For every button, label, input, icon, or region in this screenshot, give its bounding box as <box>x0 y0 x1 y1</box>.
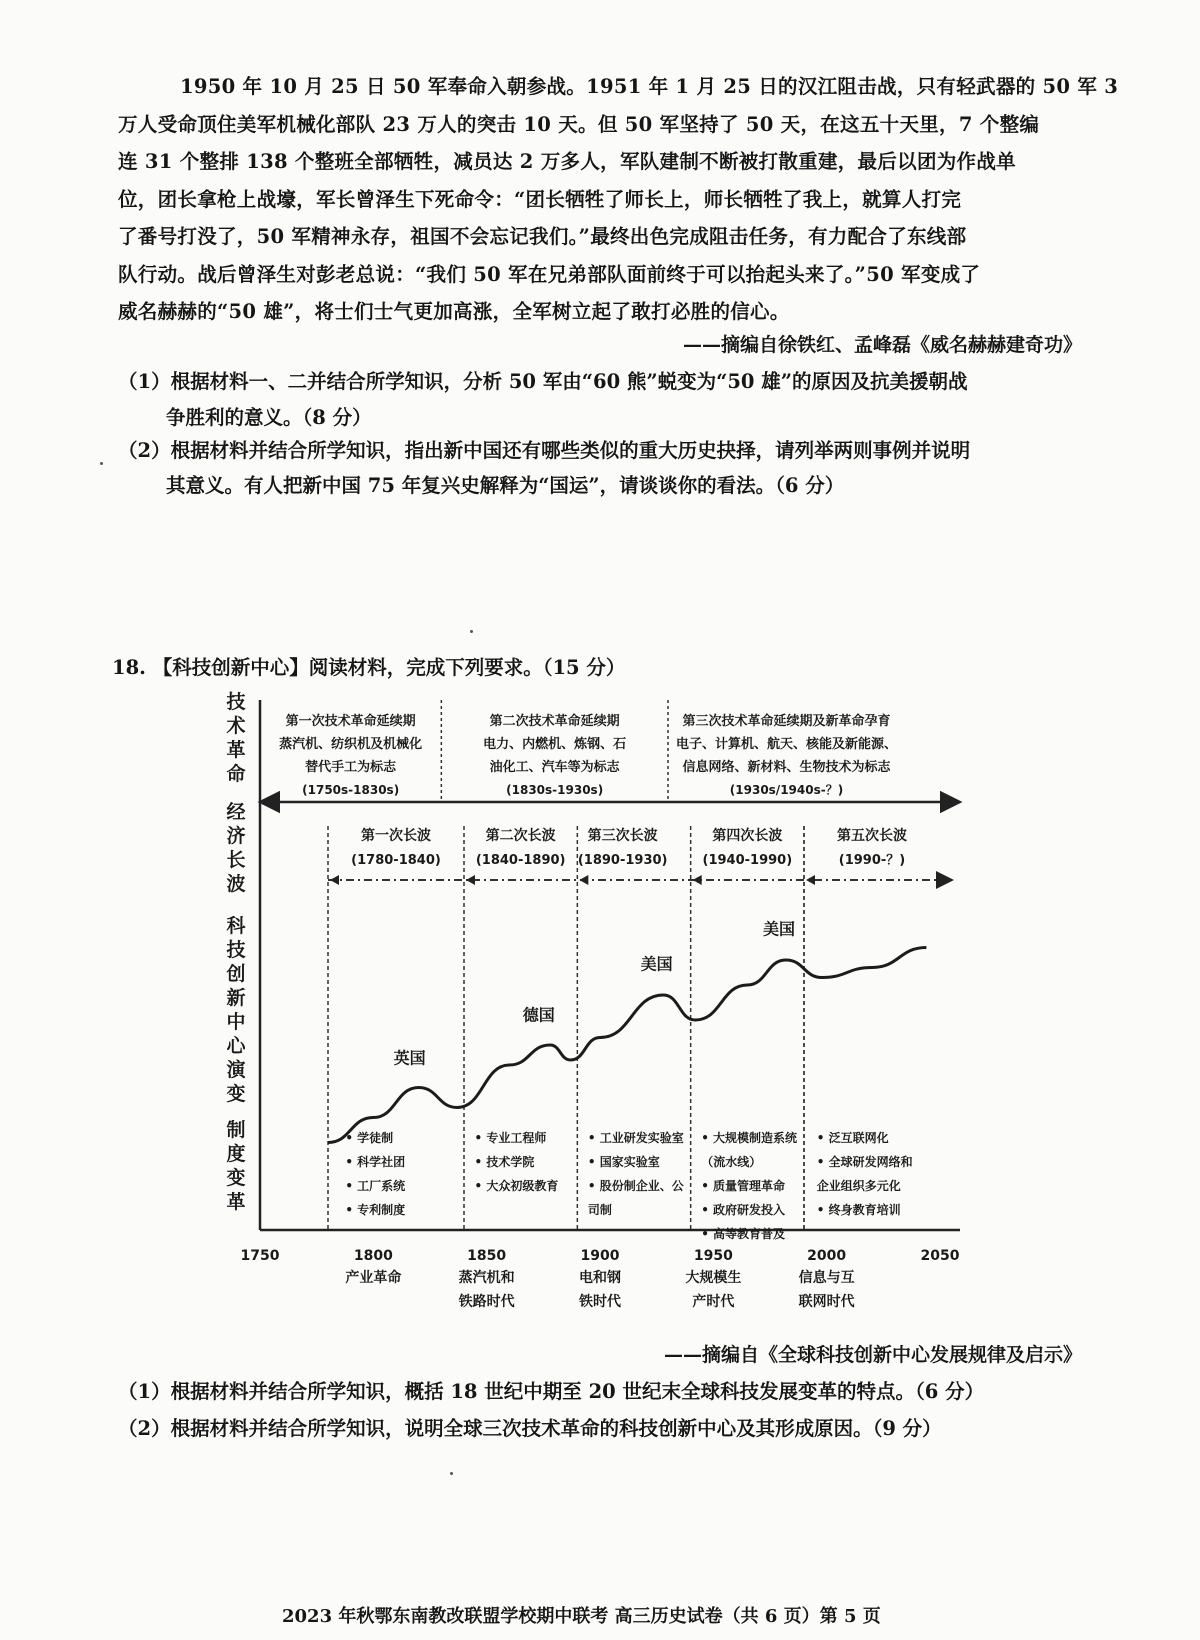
revolution-period: (1750s-1830s) <box>302 783 400 797</box>
x-tick-label: 1800 <box>353 1248 393 1264</box>
institution-item: 企业组织多元化 <box>816 1179 901 1193</box>
row-label-char: 术 <box>226 715 246 737</box>
institution-item: • 专业工程师 <box>474 1131 547 1145</box>
row-label-char: 新 <box>226 987 246 1009</box>
revolution-boxes <box>260 700 960 802</box>
passage-source: ——摘编自徐铁红、孟峰磊《威名赫赫建奇功》 <box>682 334 1082 356</box>
institution-item: 司制 <box>587 1203 612 1217</box>
wave-arrowhead <box>693 875 702 885</box>
q18-2: （2）根据材料并结合所学知识，说明全球三次技术革命的科技创新中心及其形成原因。（9 分） <box>118 1417 942 1440</box>
passage-line: 连 31 个整排 138 个整班全部牺牲，减员达 2 万多人，军队建制不断被打散重建，最后以团为作战单 <box>118 150 1016 173</box>
passage-line: 队行动。战后曾泽生对彭老总说：“我们 50 军在兄弟部队面前终于可以抬起头来了。”50 军变成了 <box>118 262 981 286</box>
row-label-char: 技 <box>226 691 246 713</box>
institution-item: • 国家实验室 <box>587 1155 660 1169</box>
revolution-desc: 替代手工为标志 <box>305 760 397 775</box>
wave-name: 第三次长波 <box>587 828 658 844</box>
center-labels <box>394 919 795 1067</box>
institution-item: • 专利制度 <box>345 1203 406 1217</box>
wave-period: (1780-1840) <box>351 853 441 868</box>
institution-lists <box>345 1130 912 1241</box>
row-label-char: 经 <box>226 801 246 823</box>
row-label-char: 制 <box>226 1119 246 1141</box>
institution-item: • 工业研发实验室 <box>587 1131 684 1145</box>
wave-name: 第四次长波 <box>712 828 783 844</box>
center-label: 美国 <box>763 919 796 939</box>
row-label-char: 变 <box>226 1083 246 1105</box>
institution-item: • 全球研发网络和 <box>816 1155 913 1169</box>
innovation-curve <box>328 948 926 1143</box>
passage-line: 威名赫赫的“50 雄”，将士们士气更加高涨，全军树立起了敢打必胜的信心。 <box>118 300 790 323</box>
institution-item: • 大规模制造系统 <box>701 1131 798 1145</box>
revolution-desc: 电力、内燃机、炼钢、石 <box>483 737 627 752</box>
passage-line: 位，团长拿枪上战壕，军长曾泽生下死命令：“团长牺牲了师长上，师长牺牲了我上，就算人打完 <box>118 187 962 211</box>
wave-period: (1840-1890) <box>475 853 566 868</box>
page-footer: 2023 年秋鄂东南教改联盟学校期中联考 高三历史试卷（共 6 页）第 5 页 <box>282 1606 881 1627</box>
era-label: 铁时代 <box>579 1294 621 1310</box>
x-tick-label: 1900 <box>580 1248 620 1264</box>
chart-source: ——摘编自《全球科技创新中心发展规律及启示》 <box>663 1344 1082 1366</box>
revolution-period: (1830s-1930s) <box>506 783 604 797</box>
wave-period: (1890-1930) <box>577 853 668 868</box>
institution-item: • 工厂系统 <box>345 1179 406 1193</box>
row-label-char: 创 <box>226 963 246 985</box>
era-label: 联网时代 <box>798 1294 855 1310</box>
wave-name: 第一次长波 <box>361 828 431 844</box>
center-label: 美国 <box>640 954 673 974</box>
institution-item: • 泛互联网化 <box>816 1131 889 1145</box>
era-label: 蒸汽机和 <box>458 1270 515 1286</box>
institution-item: （流水线） <box>701 1155 762 1169</box>
scan-speck <box>450 1472 453 1475</box>
passage-line: 万人受命顶住美军机械化部队 23 万人的突击 10 天。但 50 军坚持了 50 天，在这五十天里，7 个整编 <box>118 112 1040 136</box>
revolution-desc: 第一次技术革命延续期 <box>285 714 416 729</box>
institution-item: • 高等教育普及 <box>701 1227 786 1241</box>
center-label: 德国 <box>522 1005 555 1025</box>
x-tick-label: 1950 <box>693 1248 733 1264</box>
institution-item: • 质量管理革命 <box>701 1179 786 1193</box>
institution-item: • 政府研发投入 <box>701 1203 786 1217</box>
wave-arrowhead <box>806 875 815 885</box>
scan-speck <box>470 630 473 633</box>
x-tick-label: 2000 <box>807 1248 847 1264</box>
era-label: 大规模生 <box>685 1270 742 1286</box>
passage-line: 了番号打没了，50 军精神永存，祖国不会忘记我们。”最终出色完成阻击任务，有力配合了东线部 <box>118 225 967 248</box>
wave-arrowhead <box>466 875 475 885</box>
tech-innovation-chart <box>200 690 1200 1330</box>
q17-1-line2: 争胜利的意义。（8 分） <box>166 406 372 429</box>
era-label: 信息与互 <box>798 1270 855 1286</box>
institution-item: • 大众初级教育 <box>474 1179 559 1193</box>
revolution-desc: 电子、计算机、航天、核能及新能源、 <box>675 737 898 752</box>
x-tick-label: 1850 <box>467 1248 507 1264</box>
row-label-char: 变 <box>226 1167 246 1189</box>
q17-1-line1: （1）根据材料一、二并结合所学知识，分析 50 军由“60 熊”蜕变为“50 雄”的原因及抗美援朝战 <box>118 370 968 393</box>
row-label-char: 心 <box>226 1035 246 1057</box>
row-labels <box>225 690 247 1213</box>
row-label-char: 革 <box>226 739 246 761</box>
scan-speck <box>100 462 103 465</box>
institution-item: • 科学社团 <box>345 1155 406 1169</box>
row-label-char: 度 <box>226 1143 246 1165</box>
revolution-desc: 信息网络、新材料、生物技术为标志 <box>682 760 891 775</box>
wave-period: (1940-1990) <box>702 853 793 868</box>
row-label-char: 演 <box>226 1059 246 1081</box>
q17-2-line2: 其意义。有人把新中国 75 年复兴史解释为“国运”，请谈谈你的看法。（6 分） <box>166 474 845 497</box>
q17-2-line1: （2）根据材料并结合所学知识，指出新中国还有哪些类似的重大历史抉择，请列举两则事例并说明 <box>118 439 971 462</box>
institution-item: • 股份制企业、公 <box>587 1179 684 1193</box>
institution-item: • 终身教育培训 <box>816 1203 901 1217</box>
row-label-char: 科 <box>226 915 246 937</box>
x-tick-label: 1750 <box>240 1248 280 1264</box>
row-label-char: 济 <box>226 825 246 847</box>
x-tick-label: 2050 <box>920 1248 960 1264</box>
era-label: 产时代 <box>692 1294 735 1310</box>
revolution-desc: 第二次技术革命延续期 <box>489 714 620 729</box>
wave-name: 第五次长波 <box>837 828 907 844</box>
row-label-char: 波 <box>226 873 246 895</box>
wave-name: 第二次长波 <box>485 828 556 844</box>
revolution-period: (1930s/1940s-？) <box>729 783 844 797</box>
revolution-desc: 油化工、汽车等为标志 <box>489 760 620 775</box>
row-label-char: 技 <box>226 939 246 961</box>
passage-line: 1950 年 10 月 25 日 50 军奉命入朝参战。1951 年 1 月 25 日的汉江阻击战，只有轻武器的 50 军 3 <box>180 75 1119 98</box>
institution-item: • 学徒制 <box>345 1131 394 1145</box>
row-label-char: 革 <box>226 1191 246 1213</box>
q18-heading: 18. 【科技创新中心】阅读材料，完成下列要求。（15 分） <box>112 656 626 679</box>
wave-arrowhead <box>330 875 339 885</box>
wave-arrowhead <box>579 875 588 885</box>
row-label-char: 命 <box>226 763 246 785</box>
row-label-char: 长 <box>226 849 246 871</box>
era-label: 铁路时代 <box>458 1294 515 1310</box>
revolution-desc: 第三次技术革命延续期及新革命孕育 <box>682 714 891 729</box>
row-label-char: 中 <box>226 1011 246 1033</box>
q18-1: （1）根据材料并结合所学知识，概括 18 世纪中期至 20 世纪末全球科技发展变革的特点。（6 分） <box>118 1380 985 1403</box>
material-passage <box>118 68 1119 331</box>
era-label: 产业革命 <box>345 1270 402 1286</box>
revolution-desc: 蒸汽机、纺织机及机械化 <box>279 737 423 752</box>
center-label: 英国 <box>393 1048 426 1068</box>
era-label: 电和钢 <box>579 1270 621 1286</box>
institution-item: • 技术学院 <box>474 1155 535 1169</box>
long-wave-boxes <box>328 826 952 1230</box>
wave-period: (1990-？) <box>838 853 906 868</box>
